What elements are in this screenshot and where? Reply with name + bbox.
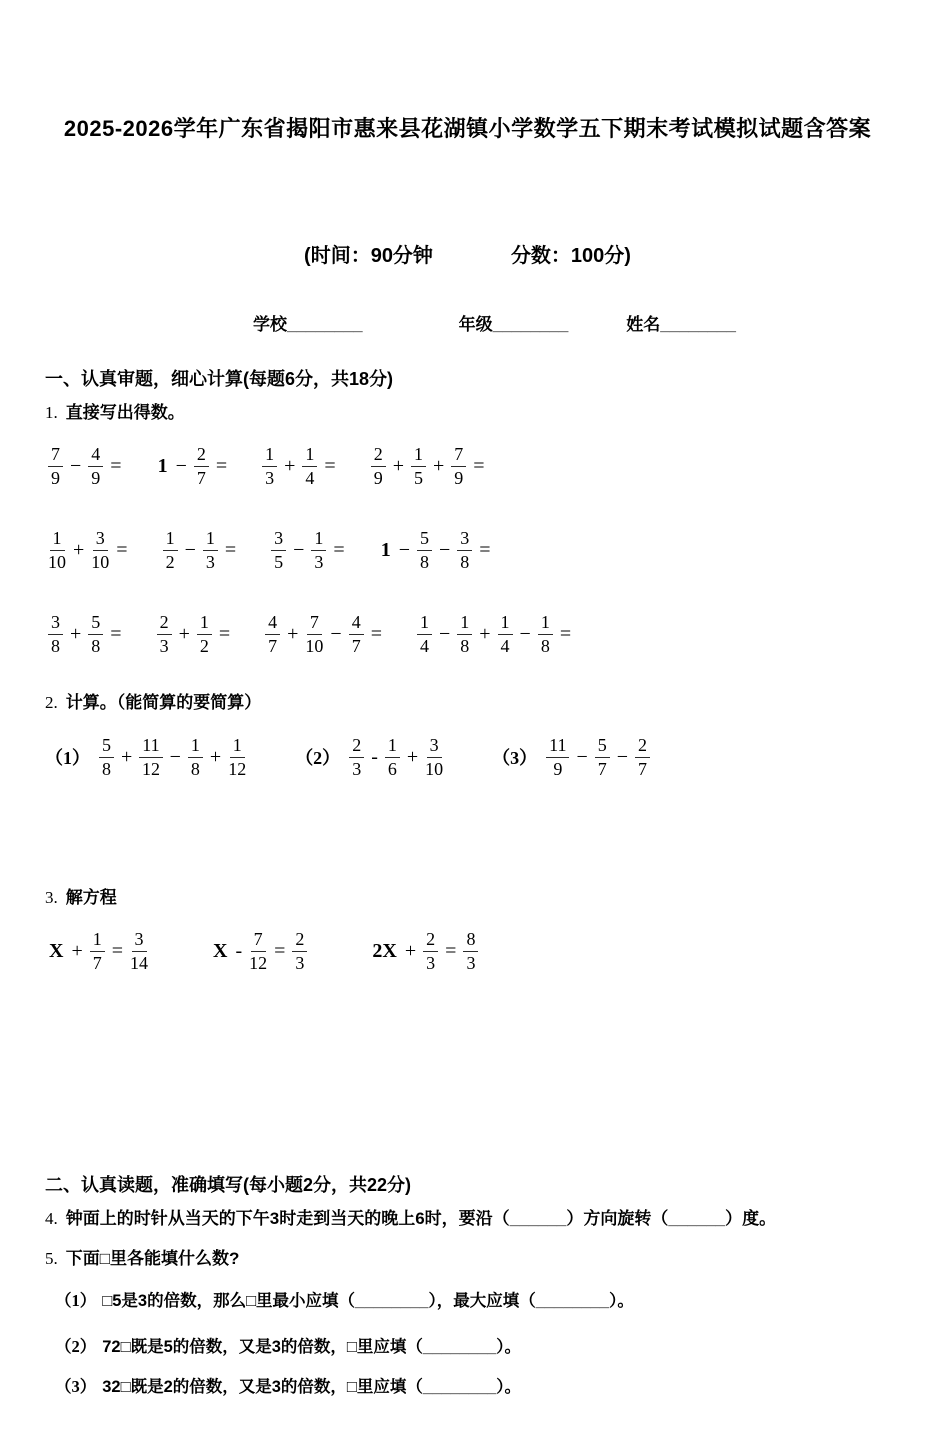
math-token: − bbox=[330, 622, 342, 645]
student-fields bbox=[45, 310, 890, 335]
math-token: − bbox=[519, 622, 531, 645]
question-3-text: 解方程 bbox=[65, 888, 117, 907]
math-token: = bbox=[274, 939, 286, 962]
math-token: = bbox=[215, 454, 228, 477]
fraction: $\frac{1}{8}$ bbox=[188, 735, 203, 778]
mental-math-row-1 bbox=[45, 440, 890, 492]
expression bbox=[268, 528, 349, 571]
question-5-text: 下面□里各能填什么数? bbox=[65, 1249, 240, 1268]
math-token: = bbox=[224, 538, 237, 561]
fraction: $\frac{4}{9}$ bbox=[88, 444, 103, 487]
fraction: $\frac{11}{9}$ bbox=[546, 735, 569, 778]
calc-item-1 bbox=[45, 735, 249, 778]
expression bbox=[154, 444, 232, 487]
math-token: + bbox=[479, 622, 491, 645]
question-4 bbox=[45, 1206, 890, 1232]
fraction: $\frac{3}{14}$ bbox=[130, 929, 149, 973]
expression bbox=[160, 528, 241, 571]
expression bbox=[543, 735, 653, 778]
question-4-text: 钟面上的时针从当天的下午3时走到当天的晚上6时，要沿（______）方向旋转（______）度。 bbox=[65, 1209, 777, 1228]
fraction: $\frac{5}{8}$ bbox=[88, 612, 103, 655]
question-2-text: 计算。（能简算的要简算） bbox=[65, 693, 262, 712]
fraction: $\frac{1}{7}$ bbox=[90, 929, 105, 972]
work-space bbox=[45, 979, 890, 1075]
math-token: + bbox=[178, 622, 190, 645]
fraction: $\frac{2}{3}$ bbox=[349, 735, 364, 778]
math-token: = bbox=[110, 622, 122, 645]
expression bbox=[45, 528, 132, 571]
fraction: $\frac{1}{4}$ bbox=[498, 612, 513, 655]
fraction: $\frac{1}{3}$ bbox=[311, 528, 326, 571]
fraction: $\frac{1}{4}$ bbox=[302, 444, 317, 487]
question-5-item-2-label: （2） bbox=[55, 1337, 97, 1356]
math-token: = bbox=[110, 454, 122, 477]
math-token: − bbox=[169, 745, 181, 768]
equation bbox=[209, 929, 310, 972]
fraction: $\frac{2}{7}$ bbox=[194, 444, 209, 487]
fraction: $\frac{3}{10}$ bbox=[91, 528, 110, 572]
math-token: − bbox=[175, 454, 187, 477]
expression bbox=[414, 612, 575, 655]
fraction: $\frac{1}{4}$ bbox=[417, 612, 432, 655]
fraction: $\frac{1}{12}$ bbox=[228, 735, 247, 779]
math-token: − bbox=[184, 538, 196, 561]
question-2-number: 2. bbox=[45, 693, 58, 712]
math-token: + bbox=[73, 538, 85, 561]
fraction: $\frac{1}{3}$ bbox=[262, 444, 277, 487]
question-4-number: 4. bbox=[45, 1209, 58, 1228]
expression bbox=[262, 612, 386, 655]
question-1-title bbox=[45, 400, 890, 426]
math-token: - bbox=[371, 745, 378, 768]
math-token: 1 bbox=[157, 454, 168, 477]
fraction: $\frac{3}{8}$ bbox=[48, 612, 63, 655]
exam-meta bbox=[45, 239, 890, 268]
fraction: $\frac{1}{8}$ bbox=[457, 612, 472, 655]
math-token: 1 bbox=[380, 538, 391, 561]
total-score-label: 分数：100分) bbox=[510, 245, 631, 267]
math-token: − bbox=[293, 538, 305, 561]
math-token: = bbox=[111, 939, 124, 962]
question-2-title bbox=[45, 690, 890, 716]
fraction: $\frac{1}{10}$ bbox=[48, 528, 66, 572]
fraction: $\frac{8}{3}$ bbox=[463, 929, 478, 972]
fraction: $\frac{7}{10}$ bbox=[305, 612, 324, 656]
question-5-item-3-text: 32□既是2的倍数，又是3的倍数，□里应填（________）。 bbox=[102, 1378, 522, 1396]
math-token: − bbox=[70, 454, 82, 477]
fraction: $\frac{3}{10}$ bbox=[425, 735, 444, 779]
fraction: $\frac{1}{3}$ bbox=[203, 528, 218, 571]
fraction: $\frac{2}{7}$ bbox=[635, 735, 650, 778]
fraction: $\frac{7}{9}$ bbox=[451, 444, 466, 487]
fraction: $\frac{1}{6}$ bbox=[385, 735, 400, 778]
expression bbox=[377, 528, 495, 571]
expression bbox=[45, 612, 126, 655]
question-3-number: 3. bbox=[45, 888, 58, 907]
fraction: $\frac{2}{3}$ bbox=[157, 612, 172, 655]
expression bbox=[259, 444, 340, 487]
math-token: X bbox=[213, 939, 228, 962]
fraction: $\frac{4}{7}$ bbox=[349, 612, 364, 655]
math-token: − bbox=[576, 745, 588, 768]
calc-item-2 bbox=[295, 735, 446, 778]
math-token: + bbox=[287, 622, 299, 645]
math-token: + bbox=[392, 454, 404, 477]
math-token: - bbox=[235, 939, 243, 962]
math-token: = bbox=[324, 454, 336, 477]
calc-item-1-label: （1） bbox=[45, 748, 90, 768]
fraction: $\frac{3}{8}$ bbox=[457, 528, 472, 571]
question-5-item-3-label: （3） bbox=[55, 1377, 97, 1396]
math-token: = bbox=[559, 622, 572, 645]
question-3-title bbox=[45, 885, 890, 911]
mental-math-row-3 bbox=[45, 608, 890, 660]
question-1-text: 直接写出得数。 bbox=[65, 403, 185, 422]
fraction: $\frac{1}{2}$ bbox=[197, 612, 212, 655]
expression bbox=[154, 612, 235, 655]
fraction: $\frac{3}{5}$ bbox=[271, 528, 286, 571]
grade-field: 年级________ bbox=[458, 315, 569, 334]
math-token: + bbox=[121, 745, 133, 768]
fraction: $\frac{5}{8}$ bbox=[417, 528, 432, 571]
question-1-number: 1. bbox=[45, 403, 58, 422]
math-token: + bbox=[404, 939, 417, 962]
math-token: − bbox=[438, 538, 451, 561]
math-token: + bbox=[284, 454, 296, 477]
name-field: 姓名________ bbox=[626, 315, 736, 334]
equation bbox=[368, 929, 481, 972]
fraction: $\frac{1}{2}$ bbox=[163, 528, 178, 571]
question-5-item-3 bbox=[45, 1374, 890, 1400]
equation bbox=[45, 929, 151, 972]
math-token: = bbox=[370, 622, 382, 645]
fraction: $\frac{2}{3}$ bbox=[423, 929, 438, 972]
question-5-item-1-label: （1） bbox=[55, 1291, 97, 1310]
time-limit-label: (时间：90分钟 bbox=[304, 245, 433, 267]
fraction: $\frac{2}{3}$ bbox=[292, 929, 307, 972]
question-5-item-1 bbox=[45, 1288, 890, 1314]
question-5-item-1-text: □5是3的倍数，那么□里最小应填（________），最大应填（________）。 bbox=[102, 1292, 634, 1310]
math-token: + bbox=[71, 939, 83, 962]
math-token: = bbox=[473, 454, 485, 477]
math-token: = bbox=[445, 939, 457, 962]
expression bbox=[45, 444, 126, 487]
math-token: = bbox=[333, 538, 345, 561]
fraction: $\frac{1}{8}$ bbox=[538, 612, 553, 655]
math-token: = bbox=[116, 538, 128, 561]
fraction: $\frac{5}{7}$ bbox=[595, 735, 610, 778]
work-space bbox=[45, 784, 890, 876]
fraction: $\frac{1}{5}$ bbox=[411, 444, 426, 487]
equation-items bbox=[45, 923, 890, 979]
question-5 bbox=[45, 1246, 890, 1272]
section-2-heading: 二、认真读题，准确填写(每小题2分，共22分) bbox=[45, 1175, 412, 1195]
fraction: $\frac{2}{9}$ bbox=[371, 444, 386, 487]
fraction: $\frac{5}{8}$ bbox=[99, 735, 114, 778]
expression bbox=[346, 735, 446, 778]
question-5-item-2-text: 72□既是5的倍数，又是3的倍数，□里应填（________）。 bbox=[102, 1338, 522, 1356]
math-token: + bbox=[406, 745, 419, 768]
calc-item-2-label: （2） bbox=[295, 748, 341, 768]
fraction: $\frac{7}{9}$ bbox=[48, 444, 63, 487]
math-token: + bbox=[70, 622, 82, 645]
section-1-heading: 一、认真审题，细心计算(每题6分，共18分) bbox=[45, 369, 394, 389]
math-token: 2X bbox=[372, 939, 397, 962]
page-title: 2025-2026学年广东省揭阳市惠来县花湖镇小学数学五下期末考试模拟试题含答案 bbox=[63, 116, 872, 141]
calc-item-3-label: （3） bbox=[492, 748, 538, 768]
question-5-number: 5. bbox=[45, 1249, 58, 1268]
math-token: − bbox=[616, 745, 629, 768]
fraction: $\frac{7}{12}$ bbox=[249, 929, 268, 973]
school-field: 学校________ bbox=[253, 315, 363, 334]
math-token: = bbox=[479, 538, 491, 561]
calculation-items bbox=[45, 730, 890, 784]
math-token: + bbox=[432, 454, 445, 477]
fraction: $\frac{11}{12}$ bbox=[139, 735, 162, 778]
fraction: $\frac{4}{7}$ bbox=[265, 612, 280, 655]
mental-math-row-2 bbox=[45, 524, 890, 576]
math-token: − bbox=[398, 538, 410, 561]
calc-item-3 bbox=[492, 735, 653, 778]
math-token: − bbox=[438, 622, 451, 645]
expression bbox=[96, 735, 249, 778]
math-token: + bbox=[209, 745, 222, 768]
question-5-item-2 bbox=[45, 1334, 890, 1360]
math-token: = bbox=[218, 622, 231, 645]
math-token: X bbox=[49, 939, 64, 962]
expression bbox=[368, 444, 489, 487]
